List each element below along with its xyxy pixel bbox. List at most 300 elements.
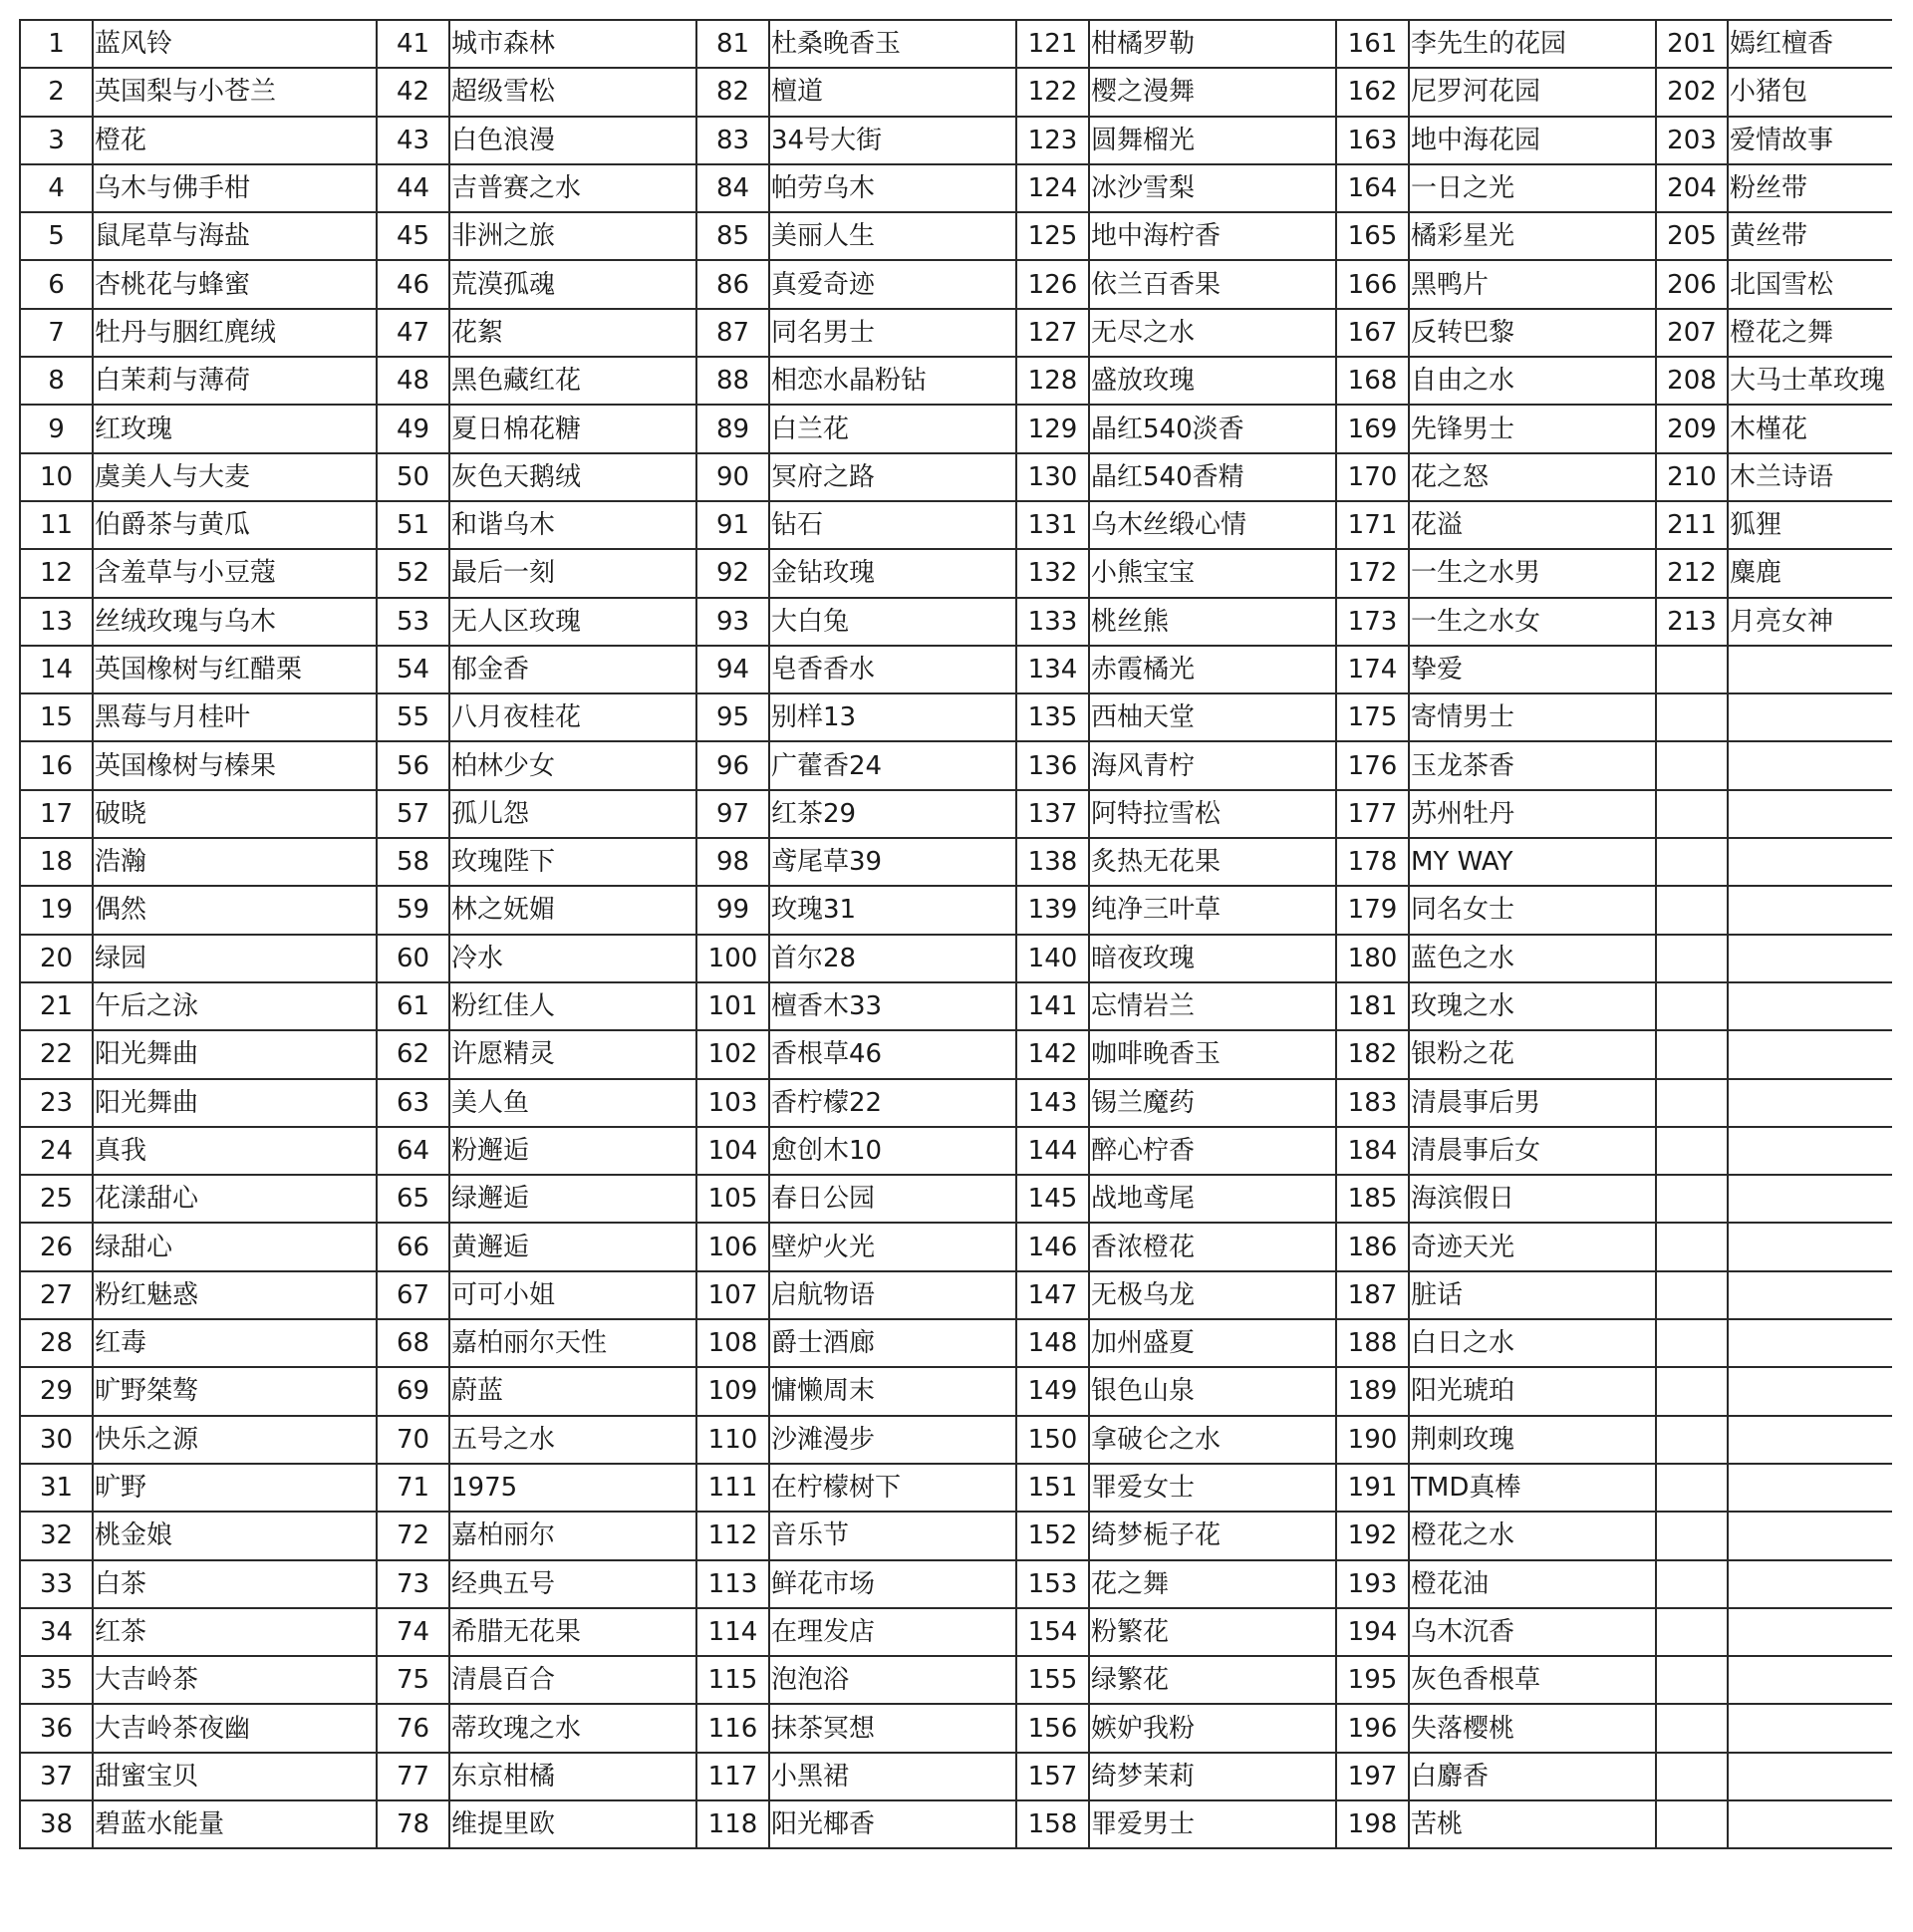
item-number-cell: 201 bbox=[1656, 20, 1728, 68]
item-number-cell: 8 bbox=[20, 357, 93, 405]
item-number-cell: 112 bbox=[696, 1512, 769, 1559]
item-number-cell: 188 bbox=[1336, 1319, 1409, 1367]
item-name-cell: 依兰百香果 bbox=[1089, 260, 1336, 308]
item-name-cell bbox=[1728, 1753, 1892, 1800]
item-number-cell: 18 bbox=[20, 838, 93, 886]
item-name-cell: 钻石 bbox=[769, 501, 1016, 549]
item-number-cell: 141 bbox=[1016, 982, 1089, 1030]
item-number-cell: 6 bbox=[20, 260, 93, 308]
item-name-cell: 一日之光 bbox=[1409, 164, 1656, 212]
item-name-cell bbox=[1728, 886, 1892, 934]
item-number-cell bbox=[1656, 1079, 1728, 1127]
item-name-cell: 非洲之旅 bbox=[449, 212, 696, 260]
item-number-cell: 181 bbox=[1336, 982, 1409, 1030]
item-name-cell: 花溢 bbox=[1409, 501, 1656, 549]
table-row bbox=[20, 20, 1892, 68]
item-name-cell: 黄丝带 bbox=[1728, 212, 1892, 260]
item-name-cell: 苏州牡丹 bbox=[1409, 790, 1656, 838]
item-name-cell: 偶然 bbox=[93, 886, 377, 934]
item-number-cell: 162 bbox=[1336, 68, 1409, 116]
item-name-cell: 同名男士 bbox=[769, 309, 1016, 357]
item-name-cell: 小黑裙 bbox=[769, 1753, 1016, 1800]
item-name-cell: 拿破仑之水 bbox=[1089, 1416, 1336, 1464]
item-number-cell: 21 bbox=[20, 982, 93, 1030]
item-number-cell: 135 bbox=[1016, 693, 1089, 741]
item-name-cell: 广藿香24 bbox=[769, 741, 1016, 789]
item-number-cell: 165 bbox=[1336, 212, 1409, 260]
table-row bbox=[20, 1223, 1892, 1270]
item-number-cell: 24 bbox=[20, 1127, 93, 1175]
table-row bbox=[20, 212, 1892, 260]
item-number-cell: 146 bbox=[1016, 1223, 1089, 1270]
item-name-cell: 蓝风铃 bbox=[93, 20, 377, 68]
item-name-cell: 无尽之水 bbox=[1089, 309, 1336, 357]
item-number-cell: 136 bbox=[1016, 741, 1089, 789]
item-number-cell: 158 bbox=[1016, 1800, 1089, 1848]
item-number-cell: 170 bbox=[1336, 453, 1409, 501]
item-name-cell: 阳光琥珀 bbox=[1409, 1367, 1656, 1415]
item-name-cell: 晶红540香精 bbox=[1089, 453, 1336, 501]
item-name-cell: TMD真棒 bbox=[1409, 1464, 1656, 1512]
item-name-cell: 大马士革玫瑰 bbox=[1728, 357, 1892, 405]
item-number-cell: 104 bbox=[696, 1127, 769, 1175]
item-name-cell: 绿邂逅 bbox=[449, 1175, 696, 1223]
table-row bbox=[20, 741, 1892, 789]
item-name-cell: 海滨假日 bbox=[1409, 1175, 1656, 1223]
item-name-cell: 清晨百合 bbox=[449, 1656, 696, 1704]
item-number-cell: 129 bbox=[1016, 405, 1089, 452]
item-name-cell: MY WAY bbox=[1409, 838, 1656, 886]
table-row bbox=[20, 886, 1892, 934]
item-name-cell: 白茶 bbox=[93, 1560, 377, 1608]
item-name-cell: 黑色藏红花 bbox=[449, 357, 696, 405]
item-number-cell: 191 bbox=[1336, 1464, 1409, 1512]
item-number-cell: 46 bbox=[377, 260, 449, 308]
item-number-cell: 58 bbox=[377, 838, 449, 886]
item-name-cell: 木兰诗语 bbox=[1728, 453, 1892, 501]
item-name-cell: 杜桑晚香玉 bbox=[769, 20, 1016, 68]
item-name-cell: 灰色香根草 bbox=[1409, 1656, 1656, 1704]
item-number-cell: 140 bbox=[1016, 935, 1089, 982]
item-name-cell: 香浓橙花 bbox=[1089, 1223, 1336, 1270]
item-name-cell: 李先生的花园 bbox=[1409, 20, 1656, 68]
item-number-cell: 203 bbox=[1656, 117, 1728, 164]
item-number-cell: 68 bbox=[377, 1319, 449, 1367]
item-name-cell: 清晨事后女 bbox=[1409, 1127, 1656, 1175]
item-number-cell: 95 bbox=[696, 693, 769, 741]
item-name-cell: 鼠尾草与海盐 bbox=[93, 212, 377, 260]
item-name-cell: 牡丹与胭红麂绒 bbox=[93, 309, 377, 357]
item-number-cell: 42 bbox=[377, 68, 449, 116]
item-name-cell bbox=[1728, 790, 1892, 838]
item-number-cell: 54 bbox=[377, 646, 449, 693]
item-number-cell bbox=[1656, 935, 1728, 982]
item-name-cell bbox=[1728, 1030, 1892, 1078]
item-name-cell: 夏日棉花糖 bbox=[449, 405, 696, 452]
table-row bbox=[20, 1560, 1892, 1608]
table-row bbox=[20, 1800, 1892, 1848]
item-name-cell bbox=[1728, 1656, 1892, 1704]
item-number-cell: 211 bbox=[1656, 501, 1728, 549]
item-name-cell: 荆刺玫瑰 bbox=[1409, 1416, 1656, 1464]
item-number-cell: 91 bbox=[696, 501, 769, 549]
item-number-cell: 124 bbox=[1016, 164, 1089, 212]
item-name-cell bbox=[1728, 1464, 1892, 1512]
item-name-cell bbox=[1728, 1608, 1892, 1656]
item-name-cell: 金钻玫瑰 bbox=[769, 549, 1016, 597]
item-number-cell: 107 bbox=[696, 1271, 769, 1319]
item-number-cell: 127 bbox=[1016, 309, 1089, 357]
item-name-cell: 一生之水女 bbox=[1409, 598, 1656, 646]
item-name-cell: 冥府之路 bbox=[769, 453, 1016, 501]
item-number-cell: 22 bbox=[20, 1030, 93, 1078]
item-name-cell: 34号大街 bbox=[769, 117, 1016, 164]
item-name-cell: 粉红魅惑 bbox=[93, 1271, 377, 1319]
item-name-cell: 浩瀚 bbox=[93, 838, 377, 886]
item-number-cell: 67 bbox=[377, 1271, 449, 1319]
item-number-cell: 51 bbox=[377, 501, 449, 549]
item-name-cell: 桃金娘 bbox=[93, 1512, 377, 1559]
item-name-cell: 真爱奇迹 bbox=[769, 260, 1016, 308]
item-number-cell: 172 bbox=[1336, 549, 1409, 597]
item-number-cell: 111 bbox=[696, 1464, 769, 1512]
item-number-cell: 206 bbox=[1656, 260, 1728, 308]
item-name-cell: 脏话 bbox=[1409, 1271, 1656, 1319]
item-name-cell: 月亮女神 bbox=[1728, 598, 1892, 646]
item-name-cell: 嘉柏丽尔 bbox=[449, 1512, 696, 1559]
item-number-cell: 137 bbox=[1016, 790, 1089, 838]
item-number-cell: 189 bbox=[1336, 1367, 1409, 1415]
item-name-cell: 孤儿怨 bbox=[449, 790, 696, 838]
item-number-cell: 50 bbox=[377, 453, 449, 501]
item-name-cell bbox=[1728, 1271, 1892, 1319]
item-name-cell: 嘉柏丽尔天性 bbox=[449, 1319, 696, 1367]
item-name-cell: 乌木丝缎心情 bbox=[1089, 501, 1336, 549]
item-name-cell: 玫瑰之水 bbox=[1409, 982, 1656, 1030]
item-name-cell: 玫瑰31 bbox=[769, 886, 1016, 934]
item-name-cell: 爵士酒廊 bbox=[769, 1319, 1016, 1367]
item-name-cell: 灰色天鹅绒 bbox=[449, 453, 696, 501]
item-name-cell bbox=[1728, 1800, 1892, 1848]
item-name-cell: 美人鱼 bbox=[449, 1079, 696, 1127]
table-row bbox=[20, 117, 1892, 164]
item-number-cell: 14 bbox=[20, 646, 93, 693]
item-name-cell: 橘彩星光 bbox=[1409, 212, 1656, 260]
item-name-cell: 别样13 bbox=[769, 693, 1016, 741]
item-number-cell: 28 bbox=[20, 1319, 93, 1367]
item-name-cell: 桃丝熊 bbox=[1089, 598, 1336, 646]
table-row bbox=[20, 1512, 1892, 1559]
item-name-cell: 快乐之源 bbox=[93, 1416, 377, 1464]
item-number-cell bbox=[1656, 1175, 1728, 1223]
item-name-cell: 黑莓与月桂叶 bbox=[93, 693, 377, 741]
item-number-cell: 74 bbox=[377, 1608, 449, 1656]
item-number-cell: 179 bbox=[1336, 886, 1409, 934]
item-name-cell: 蔚蓝 bbox=[449, 1367, 696, 1415]
item-number-cell: 142 bbox=[1016, 1030, 1089, 1078]
item-name-cell: 城市森林 bbox=[449, 20, 696, 68]
table-row bbox=[20, 1367, 1892, 1415]
item-name-cell: 一生之水男 bbox=[1409, 549, 1656, 597]
item-name-cell: 银粉之花 bbox=[1409, 1030, 1656, 1078]
item-number-cell: 180 bbox=[1336, 935, 1409, 982]
item-name-cell: 鲜花市场 bbox=[769, 1560, 1016, 1608]
item-number-cell: 118 bbox=[696, 1800, 769, 1848]
item-name-cell: 嫣红檀香 bbox=[1728, 20, 1892, 68]
item-number-cell: 92 bbox=[696, 549, 769, 597]
item-name-cell: 经典五号 bbox=[449, 1560, 696, 1608]
item-name-cell: 丝绒玫瑰与乌木 bbox=[93, 598, 377, 646]
table-row bbox=[20, 1030, 1892, 1078]
item-name-cell: 和谐乌木 bbox=[449, 501, 696, 549]
item-number-cell: 182 bbox=[1336, 1030, 1409, 1078]
item-number-cell: 52 bbox=[377, 549, 449, 597]
item-name-cell: 鸢尾草39 bbox=[769, 838, 1016, 886]
item-number-cell bbox=[1656, 886, 1728, 934]
item-name-cell: 花之怒 bbox=[1409, 453, 1656, 501]
item-number-cell: 66 bbox=[377, 1223, 449, 1270]
item-name-cell: 地中海花园 bbox=[1409, 117, 1656, 164]
item-name-cell: 阿特拉雪松 bbox=[1089, 790, 1336, 838]
item-number-cell: 101 bbox=[696, 982, 769, 1030]
item-number-cell: 13 bbox=[20, 598, 93, 646]
item-name-cell: 含羞草与小豆蔻 bbox=[93, 549, 377, 597]
item-number-cell bbox=[1656, 1704, 1728, 1752]
table-row bbox=[20, 1656, 1892, 1704]
item-number-cell: 153 bbox=[1016, 1560, 1089, 1608]
item-name-cell: 白茉莉与薄荷 bbox=[93, 357, 377, 405]
item-name-cell: 白日之水 bbox=[1409, 1319, 1656, 1367]
item-name-cell: 白色浪漫 bbox=[449, 117, 696, 164]
item-number-cell: 106 bbox=[696, 1223, 769, 1270]
item-number-cell: 90 bbox=[696, 453, 769, 501]
item-number-cell bbox=[1656, 1271, 1728, 1319]
item-number-cell bbox=[1656, 741, 1728, 789]
item-number-cell: 161 bbox=[1336, 20, 1409, 68]
item-name-cell: 奇迹天光 bbox=[1409, 1223, 1656, 1270]
table-row bbox=[20, 501, 1892, 549]
item-number-cell: 3 bbox=[20, 117, 93, 164]
item-number-cell: 32 bbox=[20, 1512, 93, 1559]
item-number-cell: 30 bbox=[20, 1416, 93, 1464]
item-name-cell: 乌木与佛手柑 bbox=[93, 164, 377, 212]
item-name-cell: 小猪包 bbox=[1728, 68, 1892, 116]
item-number-cell: 7 bbox=[20, 309, 93, 357]
item-number-cell: 134 bbox=[1016, 646, 1089, 693]
item-name-cell: 小熊宝宝 bbox=[1089, 549, 1336, 597]
item-number-cell: 197 bbox=[1336, 1753, 1409, 1800]
table-row bbox=[20, 1416, 1892, 1464]
table-row bbox=[20, 1753, 1892, 1800]
item-name-cell: 柏林少女 bbox=[449, 741, 696, 789]
item-name-cell: 柑橘罗勒 bbox=[1089, 20, 1336, 68]
item-name-cell: 英国橡树与红醋栗 bbox=[93, 646, 377, 693]
item-number-cell: 97 bbox=[696, 790, 769, 838]
item-number-cell: 156 bbox=[1016, 1704, 1089, 1752]
item-name-cell: 郁金香 bbox=[449, 646, 696, 693]
item-number-cell: 12 bbox=[20, 549, 93, 597]
item-number-cell: 196 bbox=[1336, 1704, 1409, 1752]
item-number-cell: 144 bbox=[1016, 1127, 1089, 1175]
item-number-cell: 154 bbox=[1016, 1608, 1089, 1656]
item-number-cell bbox=[1656, 1656, 1728, 1704]
item-name-cell: 苦桃 bbox=[1409, 1800, 1656, 1848]
item-number-cell: 10 bbox=[20, 453, 93, 501]
item-number-cell bbox=[1656, 1800, 1728, 1848]
item-number-cell bbox=[1656, 1512, 1728, 1559]
item-name-cell: 赤霞橘光 bbox=[1089, 646, 1336, 693]
item-number-cell: 166 bbox=[1336, 260, 1409, 308]
item-name-cell: 失落樱桃 bbox=[1409, 1704, 1656, 1752]
item-number-cell: 155 bbox=[1016, 1656, 1089, 1704]
item-name-cell: 最后一刻 bbox=[449, 549, 696, 597]
item-number-cell: 61 bbox=[377, 982, 449, 1030]
item-number-cell: 47 bbox=[377, 309, 449, 357]
item-number-cell: 49 bbox=[377, 405, 449, 452]
item-name-cell: 橙花之舞 bbox=[1728, 309, 1892, 357]
item-number-cell: 19 bbox=[20, 886, 93, 934]
item-name-cell: 绿园 bbox=[93, 935, 377, 982]
item-number-cell: 109 bbox=[696, 1367, 769, 1415]
item-name-cell: 红毒 bbox=[93, 1319, 377, 1367]
item-name-cell: 旷野 bbox=[93, 1464, 377, 1512]
item-number-cell: 105 bbox=[696, 1175, 769, 1223]
item-name-cell: 香柠檬22 bbox=[769, 1079, 1016, 1127]
item-number-cell: 183 bbox=[1336, 1079, 1409, 1127]
table-row bbox=[20, 1608, 1892, 1656]
item-number-cell: 121 bbox=[1016, 20, 1089, 68]
item-number-cell: 59 bbox=[377, 886, 449, 934]
item-name-cell: 真我 bbox=[93, 1127, 377, 1175]
item-number-cell: 81 bbox=[696, 20, 769, 68]
item-number-cell: 60 bbox=[377, 935, 449, 982]
item-name-cell: 寄情男士 bbox=[1409, 693, 1656, 741]
item-number-cell bbox=[1656, 1416, 1728, 1464]
table-row bbox=[20, 1127, 1892, 1175]
item-name-cell: 在理发店 bbox=[769, 1608, 1016, 1656]
item-number-cell bbox=[1656, 1127, 1728, 1175]
item-number-cell: 194 bbox=[1336, 1608, 1409, 1656]
item-number-cell: 138 bbox=[1016, 838, 1089, 886]
item-name-cell: 白麝香 bbox=[1409, 1753, 1656, 1800]
item-name-cell: 红玫瑰 bbox=[93, 405, 377, 452]
table-row bbox=[20, 598, 1892, 646]
item-number-cell bbox=[1656, 1223, 1728, 1270]
item-number-cell: 17 bbox=[20, 790, 93, 838]
item-number-cell: 115 bbox=[696, 1656, 769, 1704]
item-number-cell bbox=[1656, 790, 1728, 838]
item-name-cell: 粉丝带 bbox=[1728, 164, 1892, 212]
item-name-cell: 午后之泳 bbox=[93, 982, 377, 1030]
table-row bbox=[20, 1319, 1892, 1367]
item-name-cell: 木槿花 bbox=[1728, 405, 1892, 452]
item-number-cell: 207 bbox=[1656, 309, 1728, 357]
item-name-cell: 炙热无花果 bbox=[1089, 838, 1336, 886]
item-number-cell bbox=[1656, 1030, 1728, 1078]
item-name-cell bbox=[1728, 1367, 1892, 1415]
item-number-cell: 205 bbox=[1656, 212, 1728, 260]
item-number-cell: 96 bbox=[696, 741, 769, 789]
item-number-cell: 70 bbox=[377, 1416, 449, 1464]
item-name-cell: 阳光舞曲 bbox=[93, 1079, 377, 1127]
item-name-cell: 清晨事后男 bbox=[1409, 1079, 1656, 1127]
item-name-cell: 美丽人生 bbox=[769, 212, 1016, 260]
item-number-cell: 64 bbox=[377, 1127, 449, 1175]
item-number-cell: 149 bbox=[1016, 1367, 1089, 1415]
item-number-cell: 98 bbox=[696, 838, 769, 886]
item-name-cell: 维提里欧 bbox=[449, 1800, 696, 1848]
item-name-cell: 红茶 bbox=[93, 1608, 377, 1656]
item-name-cell: 绿甜心 bbox=[93, 1223, 377, 1270]
item-name-cell bbox=[1728, 1416, 1892, 1464]
item-number-cell: 178 bbox=[1336, 838, 1409, 886]
item-name-cell: 乌木沉香 bbox=[1409, 1608, 1656, 1656]
item-number-cell bbox=[1656, 693, 1728, 741]
item-name-cell: 林之妩媚 bbox=[449, 886, 696, 934]
item-number-cell: 163 bbox=[1336, 117, 1409, 164]
item-number-cell: 88 bbox=[696, 357, 769, 405]
item-name-cell bbox=[1728, 693, 1892, 741]
item-number-cell bbox=[1656, 982, 1728, 1030]
item-name-cell: 无人区玫瑰 bbox=[449, 598, 696, 646]
item-number-cell: 209 bbox=[1656, 405, 1728, 452]
item-name-cell: 黑鸭片 bbox=[1409, 260, 1656, 308]
item-number-cell: 77 bbox=[377, 1753, 449, 1800]
item-name-cell: 虞美人与大麦 bbox=[93, 453, 377, 501]
table-row bbox=[20, 357, 1892, 405]
item-number-cell: 132 bbox=[1016, 549, 1089, 597]
item-number-cell: 167 bbox=[1336, 309, 1409, 357]
item-name-cell: 超级雪松 bbox=[449, 68, 696, 116]
item-number-cell: 99 bbox=[696, 886, 769, 934]
item-name-cell: 罪爱男士 bbox=[1089, 1800, 1336, 1848]
item-name-cell: 橙花 bbox=[93, 117, 377, 164]
item-number-cell: 126 bbox=[1016, 260, 1089, 308]
item-name-cell: 爱情故事 bbox=[1728, 117, 1892, 164]
table-row bbox=[20, 309, 1892, 357]
item-number-cell: 168 bbox=[1336, 357, 1409, 405]
item-name-cell: 锡兰魔药 bbox=[1089, 1079, 1336, 1127]
item-name-cell: 花之舞 bbox=[1089, 1560, 1336, 1608]
table-row bbox=[20, 549, 1892, 597]
item-name-cell: 大吉岭茶夜幽 bbox=[93, 1704, 377, 1752]
item-number-cell: 31 bbox=[20, 1464, 93, 1512]
item-number-cell: 110 bbox=[696, 1416, 769, 1464]
table-row bbox=[20, 164, 1892, 212]
item-number-cell: 5 bbox=[20, 212, 93, 260]
item-name-cell: 暗夜玫瑰 bbox=[1089, 935, 1336, 982]
item-number-cell: 169 bbox=[1336, 405, 1409, 452]
table-row bbox=[20, 1464, 1892, 1512]
item-name-cell: 狐狸 bbox=[1728, 501, 1892, 549]
item-number-cell: 173 bbox=[1336, 598, 1409, 646]
item-number-cell: 157 bbox=[1016, 1753, 1089, 1800]
item-number-cell: 147 bbox=[1016, 1271, 1089, 1319]
item-number-cell: 187 bbox=[1336, 1271, 1409, 1319]
item-number-cell: 84 bbox=[696, 164, 769, 212]
item-number-cell: 41 bbox=[377, 20, 449, 68]
item-number-cell: 174 bbox=[1336, 646, 1409, 693]
item-number-cell: 56 bbox=[377, 741, 449, 789]
item-number-cell: 71 bbox=[377, 1464, 449, 1512]
item-number-cell bbox=[1656, 1753, 1728, 1800]
item-number-cell: 44 bbox=[377, 164, 449, 212]
table-row bbox=[20, 646, 1892, 693]
item-name-cell: 粉繁花 bbox=[1089, 1608, 1336, 1656]
item-name-cell: 英国梨与小苍兰 bbox=[93, 68, 377, 116]
item-name-cell: 檀道 bbox=[769, 68, 1016, 116]
item-name-cell: 玫瑰陛下 bbox=[449, 838, 696, 886]
